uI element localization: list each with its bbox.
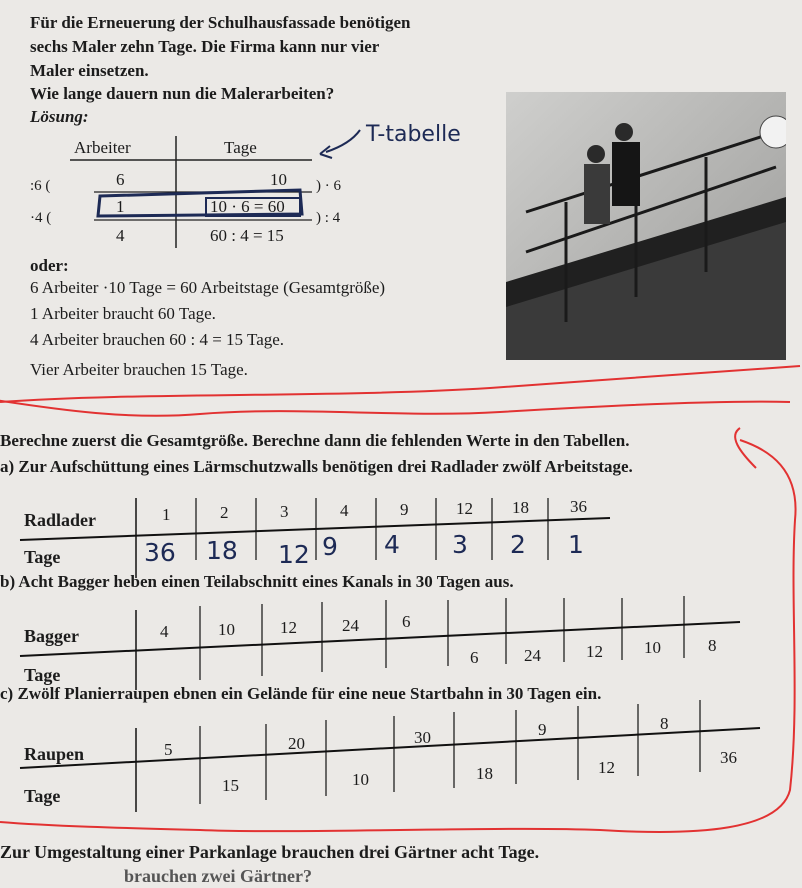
table-a-tage-cell-1: 36 (144, 538, 176, 567)
table-a-radlader-cell-1: 1 (162, 505, 171, 524)
table-a-tage-cell-7: 2 (510, 530, 526, 559)
table-a-radlader-cell-3: 3 (280, 502, 289, 521)
task-c-text: c) Zwölf Planierraupen ebnen ein Gelände für eine neue Startbahn in 30 Tagen ein. (0, 684, 602, 703)
table-b-tage-cell-4: 10 (644, 638, 661, 657)
table-b-bagger-cell-3: 12 (280, 618, 297, 637)
table-a-tage-cell-2: 18 (206, 536, 238, 565)
table-a-radlader-cell-2: 2 (220, 503, 229, 522)
oder-line-1: 6 Arbeiter ·10 Tage = 60 Arbeitstage (Gesamtgröße) (30, 278, 386, 297)
table-c-row2-label: Tage (24, 786, 61, 806)
table-b-bagger-cell-2: 10 (218, 620, 235, 639)
task-d-text: Zur Umgestaltung einer Parkanlage brauchen drei Gärtner acht Tage. (0, 842, 540, 862)
t-tabelle-annotation: T-tabelle (366, 122, 461, 147)
table-b-tage-cell-2: 24 (524, 646, 541, 665)
intro-line-1: Für die Erneuerung der Schulhausfassade benötigen (30, 13, 411, 32)
t-row-3-arbeiter: 4 (116, 226, 125, 245)
table-c-raupen-cell-3: 30 (414, 728, 431, 747)
oder-line-3: 4 Arbeiter brauchen 60 : 4 = 15 Tage. (30, 330, 285, 349)
table-a-tage-cell-8: 1 (568, 530, 584, 559)
t-row-2-tage: 10 · 6 = 60 (210, 197, 285, 216)
intro-line-3: Maler einsetzen. (30, 61, 149, 80)
intro-line-2: sechs Maler zehn Tage. Die Firma kann nur vier (30, 37, 380, 56)
t-row-1-arbeiter: 6 (116, 170, 125, 189)
left-op-divide: :6 ( (30, 178, 51, 194)
table-c-tage-cell-5: 36 (720, 748, 737, 767)
loesung-label: Lösung: (30, 107, 89, 126)
table-b-bagger-cell-5: 6 (402, 612, 411, 631)
table-a-radlader-cell-6: 12 (456, 499, 473, 518)
col-tage: Tage (224, 138, 257, 157)
table-b-row2-label: Tage (24, 665, 61, 685)
table-b-row1-label: Bagger (24, 626, 79, 646)
table-c-tage-cell-4: 12 (598, 758, 615, 777)
table-c-tage-cell-1: 15 (222, 776, 239, 795)
table-b-tage-cell-5: 8 (708, 636, 717, 655)
table-a-radlader-cell-5: 9 (400, 500, 409, 519)
t-row-2-arbeiter: 1 (116, 197, 125, 216)
intro-line-4: Wie lange dauern nun die Malerarbeiten? (30, 84, 335, 103)
task-d-next: brauchen zwei Gärtner? (124, 866, 312, 886)
table-b-tage-cell-3: 12 (586, 642, 603, 661)
table-b-tage-cell-1: 6 (470, 648, 479, 667)
table-a-row1-label: Radlader (24, 510, 96, 530)
table-a-row2-label: Tage (24, 547, 61, 567)
t-row-3-tage: 60 : 4 = 15 (210, 226, 284, 245)
task-a-text: a) Zur Aufschüttung eines Lärmschutzwalls benötigen drei Radlader zwölf Arbeitstage. (0, 457, 633, 476)
table-c-raupen-cell-5: 8 (660, 714, 669, 733)
t-row-1-tage: 10 (270, 170, 287, 189)
right-op-divide: ) : 4 (316, 210, 341, 226)
table-c-raupen-cell-4: 9 (538, 720, 547, 739)
task-b-text: b) Acht Bagger heben einen Teilabschnitt eines Kanals in 30 Tagen aus. (0, 572, 514, 591)
table-c-row1-label: Raupen (24, 744, 85, 764)
oder-label: oder: (30, 256, 69, 275)
table-a-radlader-cell-4: 4 (340, 501, 349, 520)
table-a-tage-cell-6: 3 (452, 530, 468, 559)
oder-line-4: Vier Arbeiter brauchen 15 Tage. (30, 360, 248, 379)
table-a-radlader-cell-8: 36 (570, 497, 587, 516)
left-op-multiply: ·4 ( (30, 210, 52, 226)
table-a-radlader-cell-7: 18 (512, 498, 529, 517)
col-arbeiter: Arbeiter (74, 138, 131, 157)
table-c-tage-cell-3: 18 (476, 764, 493, 783)
table-a-tage-cell-3: 12 (278, 540, 310, 569)
table-c-tage-cell-2: 10 (352, 770, 369, 789)
table-c-raupen-cell-2: 20 (288, 734, 305, 753)
table-a-tage-cell-4: 9 (322, 532, 338, 561)
table-a-tage-cell-5: 4 (384, 530, 400, 559)
table-c-raupen-cell-1: 5 (164, 740, 173, 759)
task-instruction: Berechne zuerst die Gesamtgröße. Berechne dann die fehlenden Werte in den Tabellen. (0, 431, 630, 450)
table-b-bagger-cell-4: 24 (342, 616, 359, 635)
oder-line-2: 1 Arbeiter braucht 60 Tage. (30, 304, 216, 323)
table-b-bagger-cell-1: 4 (160, 622, 169, 641)
right-op-multiply: ) · 6 (316, 178, 341, 194)
